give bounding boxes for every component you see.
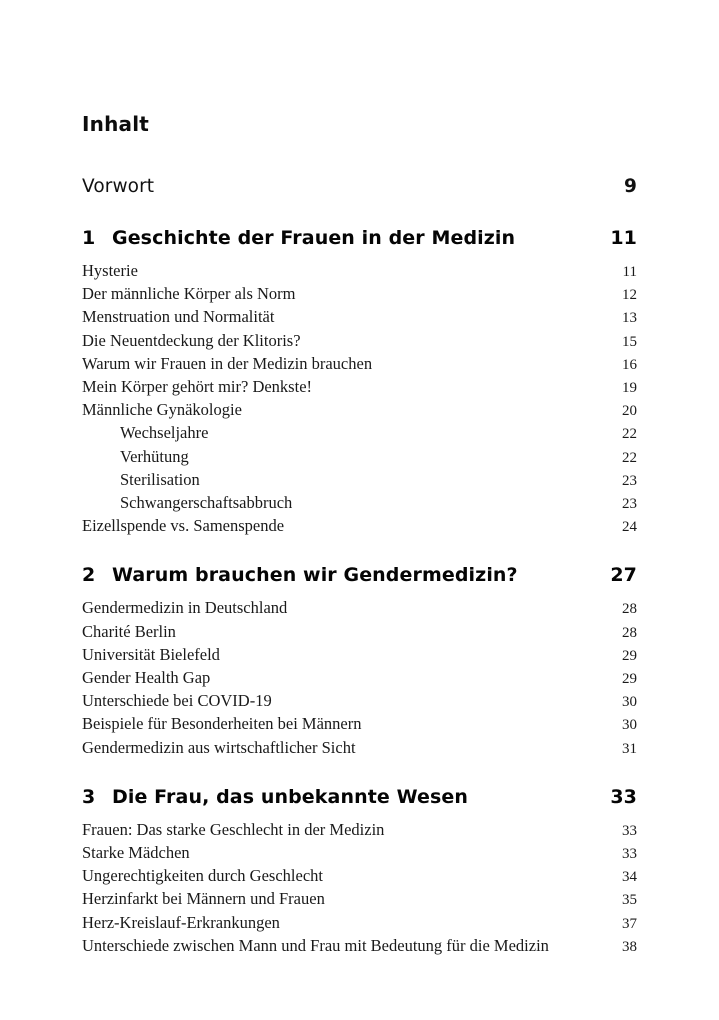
toc-subentry[interactable] xyxy=(82,446,637,469)
toc-chapter-title: Geschichte der Frauen in der Medizin xyxy=(112,227,516,249)
toc-chapter-title-wrap xyxy=(82,786,610,808)
toc-subentry-label: Herzinfarkt bei Männern und Frauen xyxy=(82,889,325,909)
toc-chapter-heading[interactable] xyxy=(82,227,637,249)
toc-subentry-label: Der männliche Körper als Norm xyxy=(82,284,296,304)
toc-subentry[interactable] xyxy=(82,330,637,353)
toc-subentry[interactable] xyxy=(82,260,637,283)
toc-subentry[interactable] xyxy=(82,842,637,865)
toc-subentry-page: 13 xyxy=(622,310,637,327)
toc-subentry[interactable] xyxy=(82,912,637,935)
toc-chapter-heading[interactable] xyxy=(82,786,637,808)
toc-subentry-page: 19 xyxy=(622,380,637,397)
toc-subentry-page: 29 xyxy=(622,671,637,688)
toc-subentry-label: Wechseljahre xyxy=(120,423,209,443)
toc-subentry[interactable] xyxy=(82,819,637,842)
toc-subentry-page: 28 xyxy=(622,601,637,618)
toc-subentry-page: 22 xyxy=(622,449,637,466)
toc-subentry-page: 34 xyxy=(622,869,637,886)
toc-subentry-label: Hysterie xyxy=(82,261,138,280)
toc-subentry-page: 16 xyxy=(622,356,637,373)
toc-subentry-label: Eizellspende vs. Samenspende xyxy=(82,516,285,536)
toc-subentry-label: Warum wir Frauen in der Medizin brauchen xyxy=(82,353,373,373)
toc-chapter-number: 2 xyxy=(82,564,96,587)
toc-subentry-label: Universität Bielefeld xyxy=(82,644,220,664)
toc-subentry-page: 22 xyxy=(622,426,637,443)
toc-subentry[interactable] xyxy=(82,376,637,399)
toc-subentry[interactable] xyxy=(82,935,637,958)
toc-chapter-3 xyxy=(82,786,637,958)
toc-subentry-label: Gendermedizin in Deutschland xyxy=(82,598,288,618)
toc-chapter-title: Warum brauchen wir Gendermedizin? xyxy=(112,564,518,587)
toc-entry-page: 9 xyxy=(624,176,637,197)
toc-subentry-label: Die Neuentdeckung der Klitoris? xyxy=(82,330,301,350)
toc-subentry[interactable] xyxy=(82,492,637,515)
toc-subentry-page: 31 xyxy=(622,740,637,757)
toc-subentry-page: 33 xyxy=(622,822,637,839)
toc-subentry-page: 23 xyxy=(622,472,637,489)
toc-subentry-label: Herz-Kreislauf-Erkrankungen xyxy=(82,912,280,932)
toc-subentry[interactable] xyxy=(82,865,637,888)
toc-subentry-page: 24 xyxy=(622,519,637,536)
toc-subentry-label: Gender Health Gap xyxy=(82,668,211,688)
toc-subentry-page: 30 xyxy=(622,694,637,711)
toc-subentry[interactable] xyxy=(82,422,637,445)
toc-subentry-page: 28 xyxy=(622,624,637,641)
toc-subentry-page: 35 xyxy=(622,892,637,909)
toc-subentry-label: Unterschiede zwischen Mann und Frau mit Bedeutung für die Medizin xyxy=(82,935,549,955)
toc-chapter-number: 3 xyxy=(82,785,96,808)
toc-subentry-label: Schwangerschaftsabbruch xyxy=(120,493,293,513)
toc-subentry[interactable] xyxy=(82,621,637,644)
toc-subentry[interactable] xyxy=(82,737,637,760)
toc-subentry[interactable] xyxy=(82,888,637,911)
toc-subentry-page: 30 xyxy=(622,717,637,734)
toc-chapter-title: Die Frau, das unbekannte Wesen xyxy=(112,785,468,808)
toc-chapter-page: 11 xyxy=(610,227,637,249)
toc-chapter-title-wrap xyxy=(82,227,610,249)
toc-subentry-label: Unterschiede bei COVID-19 xyxy=(82,691,272,711)
toc-subentry[interactable] xyxy=(82,690,637,713)
toc-subentry-page: 38 xyxy=(622,938,637,955)
toc-chapter-title-wrap xyxy=(82,564,610,586)
toc-subentry-label: Ungerechtigkeiten durch Geschlecht xyxy=(82,866,323,886)
toc-chapter-2 xyxy=(82,564,637,759)
toc-subentry[interactable] xyxy=(82,515,637,538)
toc-subentry[interactable] xyxy=(82,353,637,376)
toc-chapter-number: 1 xyxy=(82,227,96,249)
toc-chapter-1 xyxy=(82,227,637,538)
toc-subentry-label: Gendermedizin aus wirtschaftlicher Sicht xyxy=(82,737,356,757)
toc-chapter-page: 33 xyxy=(610,785,637,808)
toc-subentry[interactable] xyxy=(82,283,637,306)
toc-subentry-label: Starke Mädchen xyxy=(82,843,190,863)
toc-entry-label: Vorwort xyxy=(82,176,155,197)
toc-subentry[interactable] xyxy=(82,399,637,422)
toc-subentry-page: 29 xyxy=(622,647,637,664)
toc-subentry-label: Verhütung xyxy=(120,446,189,466)
toc-subentry-page: 12 xyxy=(622,287,637,304)
toc-subentry-label: Charité Berlin xyxy=(82,621,176,641)
toc-subentry-page: 23 xyxy=(622,496,637,513)
toc-subentry-page: 15 xyxy=(622,333,637,350)
toc-entry-vorwort[interactable] xyxy=(82,176,637,197)
toc-subentry-label: Mein Körper gehört mir? Denkste! xyxy=(82,377,313,397)
toc-subentry[interactable] xyxy=(82,644,637,667)
toc-subentry-label: Sterilisation xyxy=(120,469,200,489)
toc-subentry-label: Menstruation und Normalität xyxy=(82,307,275,327)
toc-chapter-heading[interactable] xyxy=(82,564,637,586)
toc-subentry-page: 33 xyxy=(622,846,637,863)
toc-subentry[interactable] xyxy=(82,469,637,492)
toc-subentry-page: 11 xyxy=(622,264,637,280)
toc-subentry-label: Männliche Gynäkologie xyxy=(82,400,242,420)
toc-subentry[interactable] xyxy=(82,667,637,690)
toc-subentry[interactable] xyxy=(82,306,637,329)
toc-subentry-page: 37 xyxy=(622,915,637,932)
toc-subentry-label: Frauen: Das starke Geschlecht in der Medizin xyxy=(82,819,385,839)
toc-subentry[interactable] xyxy=(82,597,637,620)
page-title: Inhalt xyxy=(82,112,150,136)
toc-subentry-page: 20 xyxy=(622,403,637,420)
toc-subentry[interactable] xyxy=(82,713,637,736)
toc-chapter-page: 27 xyxy=(610,564,637,587)
toc-subentry-label: Beispiele für Besonderheiten bei Männern xyxy=(82,714,362,734)
